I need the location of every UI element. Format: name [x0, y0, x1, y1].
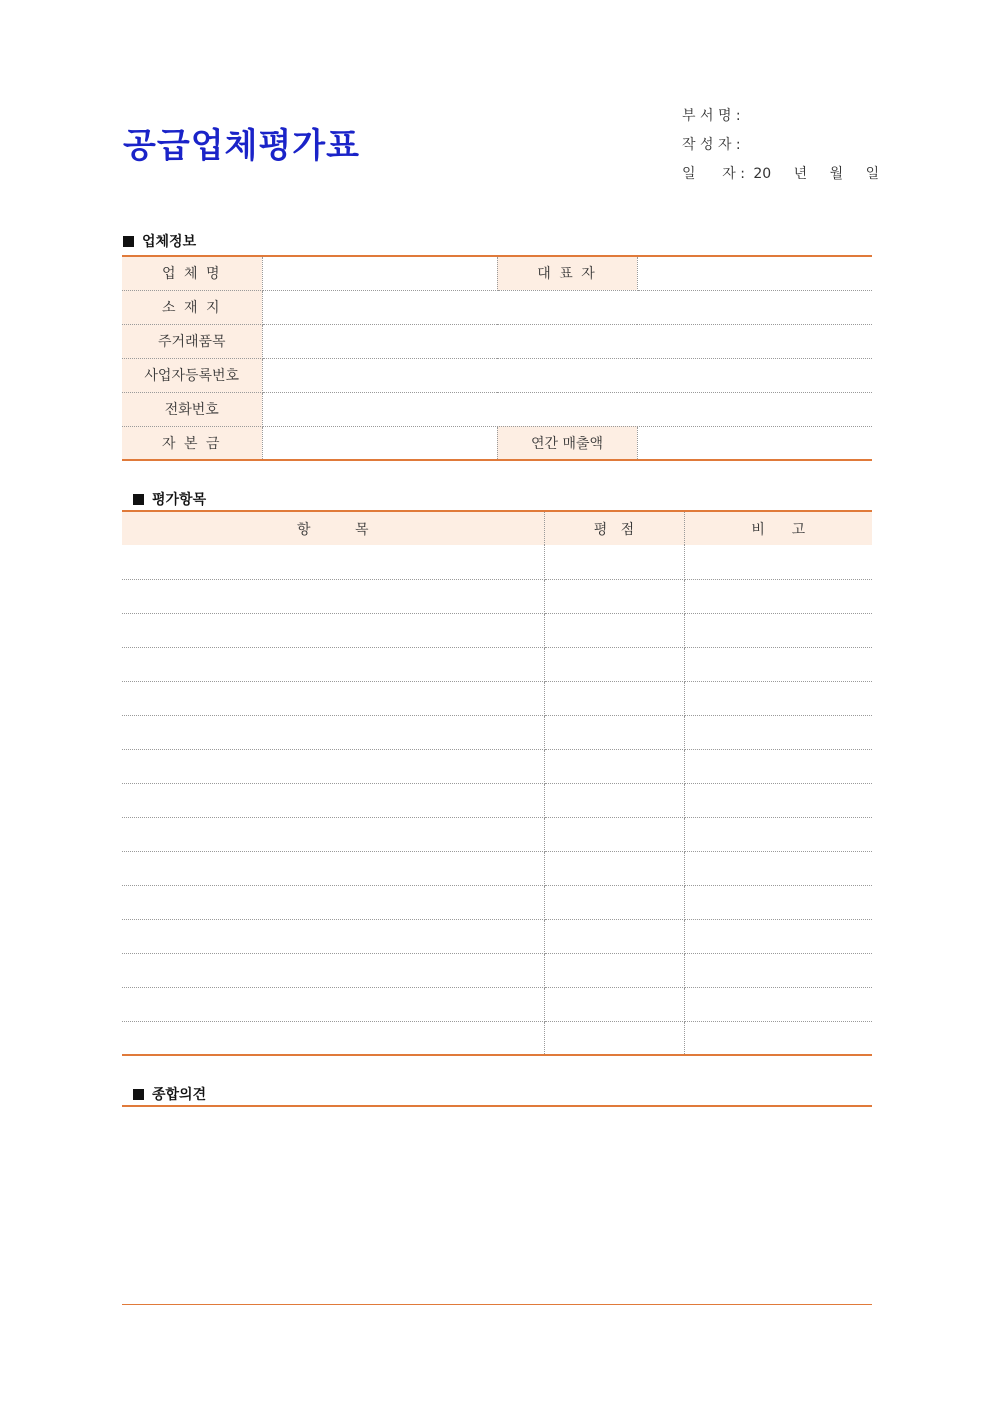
department-label: 부 서 명 :: [682, 108, 741, 124]
phone-label: 전화번호: [122, 392, 262, 426]
score-cell[interactable]: [544, 953, 684, 987]
table-row: [122, 545, 872, 579]
table-row: [122, 919, 872, 953]
date-label: 일 자 :: [682, 166, 745, 182]
score-cell[interactable]: [544, 545, 684, 579]
business-reg-field[interactable]: [262, 358, 872, 392]
evaluation-heading: [123, 489, 206, 509]
square-bullet-icon: [133, 1089, 144, 1100]
table-row: [122, 715, 872, 749]
score-cell[interactable]: [544, 817, 684, 851]
score-cell[interactable]: [544, 885, 684, 919]
score-cell[interactable]: [544, 647, 684, 681]
item-cell[interactable]: [122, 749, 544, 783]
vendor-info-table: [122, 255, 872, 461]
evaluation-rows: [122, 545, 872, 1055]
score-cell[interactable]: [544, 1021, 684, 1055]
note-cell[interactable]: [684, 647, 872, 681]
note-cell[interactable]: [684, 579, 872, 613]
score-cell[interactable]: [544, 919, 684, 953]
item-cell[interactable]: [122, 647, 544, 681]
score-cell[interactable]: [544, 613, 684, 647]
table-row: [122, 851, 872, 885]
date-row: [682, 160, 879, 189]
note-cell[interactable]: [684, 545, 872, 579]
table-row: [122, 783, 872, 817]
evaluation-table: [122, 510, 872, 1056]
note-cell[interactable]: [684, 817, 872, 851]
note-cell[interactable]: [684, 783, 872, 817]
table-row: [122, 885, 872, 919]
company-name-field[interactable]: [262, 256, 497, 290]
table-row: [122, 953, 872, 987]
note-cell[interactable]: [684, 749, 872, 783]
date-day-unit: 일: [865, 166, 880, 182]
vendor-info-heading-text: 업체정보: [142, 234, 197, 250]
table-row: [122, 324, 872, 358]
item-cell[interactable]: [122, 613, 544, 647]
note-cell[interactable]: [684, 613, 872, 647]
opinion-bottom-rule: [122, 1304, 872, 1305]
score-cell[interactable]: [544, 579, 684, 613]
note-cell[interactable]: [684, 919, 872, 953]
table-row: [122, 392, 872, 426]
score-cell[interactable]: [544, 783, 684, 817]
item-cell[interactable]: [122, 953, 544, 987]
score-cell[interactable]: [544, 851, 684, 885]
item-cell[interactable]: [122, 987, 544, 1021]
representative-label: 대 표 자: [497, 256, 637, 290]
table-row: [122, 290, 872, 324]
date-month-unit: 월: [829, 166, 844, 182]
item-cell[interactable]: [122, 1021, 544, 1055]
table-row: [122, 1021, 872, 1055]
table-row: [122, 987, 872, 1021]
item-cell[interactable]: [122, 885, 544, 919]
capital-field[interactable]: [262, 426, 497, 460]
author-label: 작 성 자 :: [682, 137, 741, 153]
score-cell[interactable]: [544, 681, 684, 715]
item-cell[interactable]: [122, 579, 544, 613]
note-cell[interactable]: [684, 1021, 872, 1055]
representative-field[interactable]: [637, 256, 872, 290]
note-cell[interactable]: [684, 715, 872, 749]
phone-field[interactable]: [262, 392, 872, 426]
note-cell[interactable]: [684, 885, 872, 919]
item-cell[interactable]: [122, 545, 544, 579]
column-header-item: 항 목: [122, 511, 544, 545]
address-field[interactable]: [262, 290, 872, 324]
table-row: [122, 613, 872, 647]
table-row: [122, 256, 872, 290]
table-header-row: [122, 511, 872, 545]
note-cell[interactable]: [684, 681, 872, 715]
annual-sales-field[interactable]: [637, 426, 872, 460]
score-cell[interactable]: [544, 749, 684, 783]
column-header-score: 평 점: [544, 511, 684, 545]
table-row: [122, 817, 872, 851]
author-row: [682, 131, 879, 160]
date-year-unit: 년: [793, 166, 808, 182]
business-reg-label: 사업자등록번호: [122, 358, 262, 392]
item-cell[interactable]: [122, 681, 544, 715]
column-header-note: 비 고: [684, 511, 872, 545]
table-row: [122, 426, 872, 460]
opinion-heading-text: 종합의견: [152, 1087, 207, 1103]
score-cell[interactable]: [544, 987, 684, 1021]
table-row: [122, 358, 872, 392]
table-row: [122, 681, 872, 715]
note-cell[interactable]: [684, 953, 872, 987]
item-cell[interactable]: [122, 851, 544, 885]
company-name-label: 업 체 명: [122, 256, 262, 290]
table-row: [122, 579, 872, 613]
page-title: 공급업체평가표: [123, 126, 360, 166]
table-row: [122, 749, 872, 783]
date-year-prefix: 20: [753, 166, 772, 182]
department-row: [682, 102, 879, 131]
item-cell[interactable]: [122, 817, 544, 851]
opinion-heading: [123, 1084, 206, 1104]
score-cell[interactable]: [544, 715, 684, 749]
opinion-field[interactable]: [122, 1107, 872, 1304]
item-cell[interactable]: [122, 783, 544, 817]
item-cell[interactable]: [122, 919, 544, 953]
note-cell[interactable]: [684, 987, 872, 1021]
vendor-info-heading: [123, 231, 196, 251]
capital-label: 자 본 금: [122, 426, 262, 460]
evaluation-heading-text: 평가항목: [152, 492, 207, 508]
address-label: 소 재 지: [122, 290, 262, 324]
table-row: [122, 647, 872, 681]
note-cell[interactable]: [684, 851, 872, 885]
annual-sales-label: 연간 매출액: [497, 426, 637, 460]
main-items-label: 주거래품목: [122, 324, 262, 358]
item-cell[interactable]: [122, 715, 544, 749]
square-bullet-icon: [123, 236, 134, 247]
document-meta: [682, 102, 879, 189]
square-bullet-icon: [133, 494, 144, 505]
main-items-field[interactable]: [262, 324, 872, 358]
